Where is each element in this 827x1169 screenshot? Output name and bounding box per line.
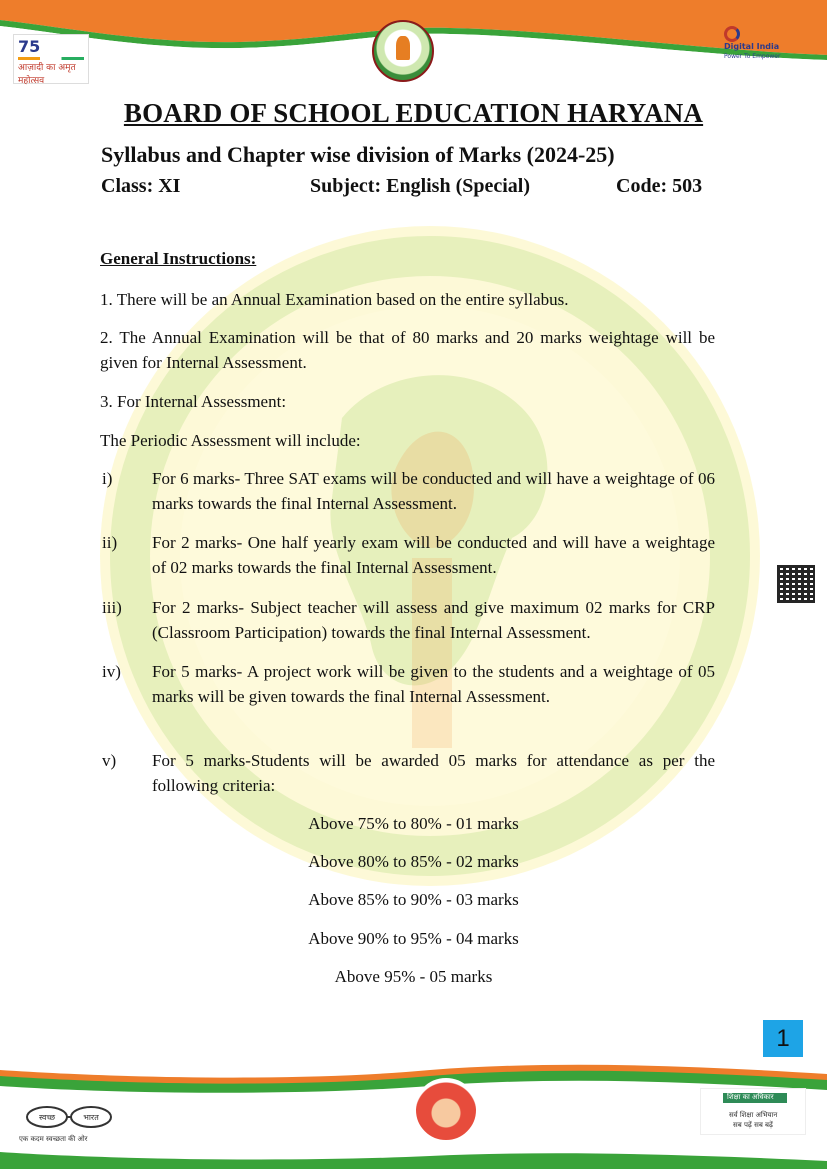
- digital-india-logo: [724, 26, 794, 60]
- attendance-criterion: Above 90% to 95% - 04 marks: [308, 929, 519, 948]
- page-number-badge: 1: [763, 1020, 803, 1057]
- attendance-criterion: Above 85% to 90% - 03 marks: [308, 890, 519, 909]
- shiksha-line-1: सर्व शिक्षा अभियान: [729, 1111, 778, 1119]
- swachh-caption: एक कदम स्वच्छता की ओर: [19, 1135, 88, 1143]
- item-number: i): [102, 469, 113, 488]
- item-text: For 2 marks- Subject teacher will assess and give maximum 02 marks for CRP (Classroom Participation) towards the final Internal Assessment.: [152, 598, 715, 642]
- shiksha-line-2: सब पढ़ें सब बढ़ें: [733, 1121, 773, 1129]
- swachh-left-text: स्वच्छ: [38, 1113, 56, 1122]
- digital-india-icon: [724, 26, 740, 42]
- shiksha-ka-adhikar-logo: [700, 1088, 806, 1135]
- subject-label: Subject: English (Special): [310, 175, 531, 197]
- item-number: iv): [102, 662, 121, 681]
- class-subject-code-line: [101, 175, 713, 201]
- board-title: BOARD OF SCHOOL EDUCATION HARYANA: [123, 98, 704, 128]
- item-number: ii): [102, 533, 118, 552]
- item-text: For 2 marks- One half yearly exam will be conducted and will have a weightage of 02 marks towards the final Internal Assessment.: [152, 533, 715, 577]
- attendance-criterion: Above 95% - 05 marks: [334, 967, 493, 986]
- code-label: Code: 503: [616, 175, 703, 197]
- instruction-1: 1. There will be an Annual Examination based on the entire syllabus.: [100, 290, 569, 309]
- item-text: For 6 marks- Three SAT exams will be conducted and will have a weightage of 06 marks towards the final Internal Assessment.: [152, 469, 715, 513]
- azadi-logo-number: 75: [18, 37, 41, 56]
- shiksha-title: शिक्षा का अधिकार: [727, 1093, 774, 1101]
- item-text: For 5 marks-Students will be awarded 05 marks for attendance as per the following criteria:: [152, 751, 715, 795]
- qr-code: [777, 565, 815, 603]
- spectacles-icon: [21, 1105, 117, 1129]
- instruction-2: 2. The Annual Examination will be that of 80 marks and 20 marks weightage will be given for Internal Assessment.: [100, 328, 715, 372]
- azadi-ka-amrit-mahotsav-logo: [13, 34, 89, 84]
- general-instructions-heading: General Instructions:: [100, 249, 257, 268]
- shiksha-title-bar: [723, 1093, 787, 1103]
- item-number: v): [102, 751, 117, 770]
- digital-india-tagline: Power To Empower: [724, 53, 781, 60]
- item-text: For 5 marks- A project work will be given to the students and a weightage of 05 marks will be given towards the final Internal Assessment.: [152, 662, 715, 706]
- beti-bachao-logo: [414, 1078, 478, 1142]
- board-emblem-logo: [372, 20, 434, 82]
- digital-india-text: Digital India: [724, 42, 780, 51]
- attendance-criterion: Above 80% to 85% - 02 marks: [308, 852, 519, 871]
- class-label: Class: XI: [101, 175, 181, 197]
- instruction-3: 3. For Internal Assessment:: [100, 392, 287, 411]
- swachh-bharat-logo: [11, 1097, 125, 1147]
- azadi-logo-caption: आज़ादी का अमृत महोत्सव: [18, 63, 76, 86]
- periodic-assessment-intro: The Periodic Assessment will include:: [100, 431, 361, 450]
- syllabus-subtitle: Syllabus and Chapter wise division of Marks (2024-25): [101, 142, 615, 167]
- swachh-right-text: भारत: [83, 1113, 99, 1122]
- attendance-criterion: Above 75% to 80% - 01 marks: [308, 814, 519, 833]
- item-number: iii): [102, 598, 122, 617]
